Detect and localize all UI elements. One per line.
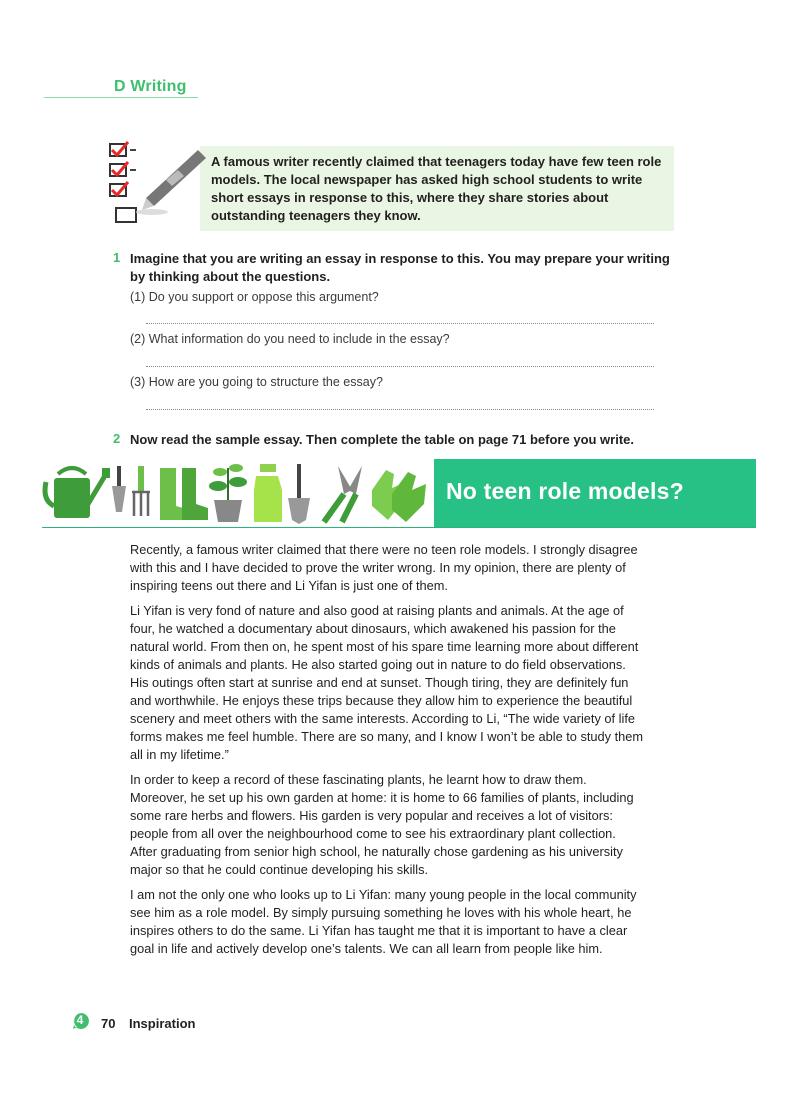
task1-question-1: (1) Do you support or oppose this argument? bbox=[130, 290, 379, 304]
task1-number: 1 bbox=[113, 250, 121, 265]
essay-paragraph: I am not the only one who looks up to Li Yifan: many young people in the local community see him as a role model. By simply pursuing something he loves with his whole heart, he inspires others to do the same. Li Yifan has taught me that it is important to have a clear goal in life and actively develop one’s talents. We can all learn from people like him. bbox=[130, 887, 637, 956]
checklist-pen-icon bbox=[106, 140, 210, 230]
unit-name: Inspiration bbox=[129, 1016, 196, 1031]
banner-divider bbox=[42, 527, 756, 528]
task2-number: 2 bbox=[113, 431, 121, 446]
shovel-icon bbox=[288, 464, 310, 524]
garden-tools-banner bbox=[42, 460, 434, 526]
task1-question-2: (2) What information do you need to include in the essay? bbox=[130, 332, 450, 346]
essay-paragraph: Recently, a famous writer claimed that there were no teen role models. I strongly disagree with this and I have decided to prove the writer wrong. In my opinion, there are plenty of inspiring teens out there and Li Yifan is just one of them. bbox=[130, 542, 638, 593]
prompt-text: A famous writer recently claimed that teenagers today have few teen role models. The local newspaper has asked high school students to write short essays in response to this, where they share stories about outstanding teenagers they know. bbox=[211, 154, 662, 223]
page-number: 70 bbox=[101, 1016, 116, 1031]
task1-instruction: Imagine that you are writing an essay in response to this. You may prepare your writing by thinking about the questions. bbox=[130, 251, 670, 284]
sample-essay bbox=[130, 541, 645, 965]
answer-line-2[interactable] bbox=[146, 366, 654, 367]
trowel-icon bbox=[112, 466, 126, 512]
plant-pot-icon bbox=[209, 464, 247, 522]
answer-line-1[interactable] bbox=[146, 323, 654, 324]
unit-number: 4 bbox=[76, 1013, 84, 1027]
section-title: D Writing bbox=[114, 78, 187, 95]
answer-line-3[interactable] bbox=[146, 409, 654, 410]
essay-paragraph: Li Yifan is very fond of nature and also good at raising plants and animals. At the age of four, he watched a documentary about dinosaurs, which awakened his passion for the natural world. From then on, he spent most of his spare time learning more about different kinds of animals and plants. He also started going out in nature to do field observations. His outings often start at sunrise and end at sunset. Though tiring, they are definitely fun and worthwhile. He enjoys these trips because they allow him to experience the beautiful scenery and meet others with the same interests. According to Li, “The wide variety of life forms makes me feel humble. There are so many, and I know I won’t be able to study them all in my lifetime.” bbox=[130, 603, 644, 762]
gloves-icon bbox=[372, 470, 426, 522]
spray-bottle-icon bbox=[254, 464, 282, 522]
garden-fork-icon bbox=[132, 466, 150, 516]
boots-icon bbox=[160, 468, 208, 520]
task1-question-3: (3) How are you going to structure the essay? bbox=[130, 375, 383, 389]
essay-title: No teen role models? bbox=[446, 478, 684, 504]
pruning-shears-icon bbox=[324, 466, 362, 522]
essay-paragraph: In order to keep a record of these fascinating plants, he learnt how to draw them. Moreover, he set up his own garden at home: it is home to 66 families of plants, including some rare herbs and flowers. His garden is very popular and receives a lot of visitors: people from all over the neighbourhood come to see his extraordinary plant collection. After graduating from senior high school, he naturally chose gardening as his university major so that he could continue developing his skills. bbox=[130, 772, 634, 877]
section-divider bbox=[44, 97, 198, 98]
task2-instruction: Now read the sample essay. Then complete the table on page 71 before you write. bbox=[130, 432, 635, 447]
watering-can-icon bbox=[45, 468, 110, 518]
